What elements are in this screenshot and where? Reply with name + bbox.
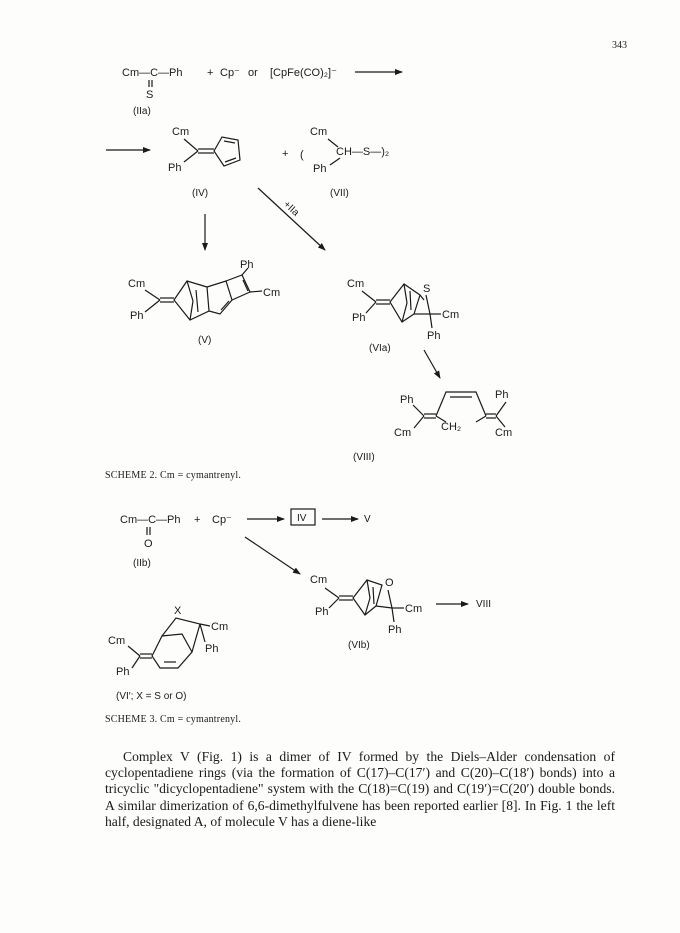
s2-iv-fulvene: [184, 137, 240, 166]
s2-v-ph-top: Ph: [240, 259, 254, 271]
s3-arrow-diagonal: [245, 537, 300, 574]
s2-label-via: (VIa): [369, 343, 391, 354]
s2-arrow-reagent: +IIa: [280, 199, 301, 219]
s3-vib-ph-bottom: Ph: [388, 624, 402, 636]
s3-product-v: V: [364, 514, 371, 525]
s3-label-vib: (VIb): [348, 640, 370, 651]
s2-viii-ph-right: Ph: [495, 389, 509, 401]
s2-vii-bond-2: [330, 158, 340, 165]
s2-arrow-diagonal: [258, 188, 325, 250]
s3-vib-cm: Cm: [310, 574, 328, 586]
s3-box-iv: IV: [297, 513, 307, 524]
s2-or: or: [248, 67, 258, 79]
s2-viii-ph-left: Ph: [400, 394, 414, 406]
page-number: 343: [612, 40, 627, 51]
s3-vip-x: X: [174, 605, 182, 617]
s3-vip-ph-right: Ph: [205, 643, 219, 655]
s3-reactant-left: Cm—C—Ph: [120, 514, 181, 526]
s2-label-vii: (VII): [330, 188, 349, 199]
s2-vii-ph: Ph: [313, 163, 327, 175]
s3-label-vip: (VI′; X = S or O): [116, 691, 187, 702]
s3-oxygen: O: [144, 538, 153, 550]
s2-via-cm: Cm: [347, 278, 365, 290]
s3-product-viii: VIII: [476, 599, 492, 610]
s3-vib-cm-right: Cm: [405, 603, 423, 615]
s3-vip-structure: [128, 618, 210, 668]
s3-plus: +: [194, 514, 201, 526]
s2-vii-cm: Cm: [310, 126, 328, 138]
s2-via-cm-right: Cm: [442, 309, 460, 321]
s3-vip-cm-right: Cm: [211, 621, 229, 633]
scheme-3: [108, 509, 491, 702]
s2-v-dimer: [145, 268, 262, 320]
s2-viii-cm-left: Cm: [394, 427, 412, 439]
s2-label-v: (V): [198, 335, 212, 346]
s2-label-viii: (VIII): [353, 452, 375, 463]
s2-v-ph-left: Ph: [130, 310, 144, 322]
s2-reactant-left: Cm—C—Ph: [122, 67, 183, 79]
s2-viii-cm-right: Cm: [495, 427, 513, 439]
s2-via-ph-bottom: Ph: [427, 330, 441, 342]
s2-label-iia: (IIa): [133, 106, 151, 117]
s2-via-s: S: [423, 283, 431, 295]
s3-vip-cm-left: Cm: [108, 635, 126, 647]
s2-vii-ch: CH—S—)₂: [336, 146, 390, 158]
s3-vip-ph-left: Ph: [116, 666, 130, 678]
s2-arrow-via-viii: [424, 350, 440, 378]
s2-iv-ph: Ph: [168, 162, 182, 174]
scheme-2-caption: SCHEME 2. Cm = cymantrenyl.: [105, 470, 242, 481]
s2-label-iv: (IV): [192, 188, 209, 199]
s2-v-cm-right: Cm: [263, 287, 281, 299]
scheme-3-caption: SCHEME 3. Cm = cymantrenyl.: [105, 714, 242, 725]
s2-via-ph-left: Ph: [352, 312, 366, 324]
s2-viii-ch2: CH₂: [441, 421, 462, 433]
s2-sulfur: S: [146, 89, 154, 101]
s3-label-iib: (IIb): [133, 558, 151, 569]
s2-cpfe: [CpFe(CO)₂]⁻: [270, 67, 337, 79]
s3-cp: Cp⁻: [212, 514, 232, 526]
s2-plus-2: +: [282, 148, 289, 160]
s2-iv-cm: Cm: [172, 126, 190, 138]
s2-v-cm-left: Cm: [128, 278, 146, 290]
s2-cp: Cp⁻: [220, 67, 240, 79]
scheme-2: [106, 67, 512, 463]
s3-vib-ph-left: Ph: [315, 606, 329, 618]
s2-vii-paren: (: [300, 149, 304, 161]
s3-vib-o: O: [385, 577, 394, 589]
s2-plus-1: +: [207, 67, 214, 79]
body-paragraph: Complex V (Fig. 1) is a dimer of IV formed by the Diels–Alder condensation of cyclopentadiene rings (via the formation of C(17)–C(17′) and C(20)–C(18′) bonds) into a tricyclic "dicyclopentadiene" system with the C(18)=C(19) and C(19′)=C(20′) double bonds. A similar dimerization of 6,6-dimethylfulvene has been reported earlier [8]. In Fig. 1 the left half, designated A, of molecule V has a diene-like: [105, 749, 615, 829]
